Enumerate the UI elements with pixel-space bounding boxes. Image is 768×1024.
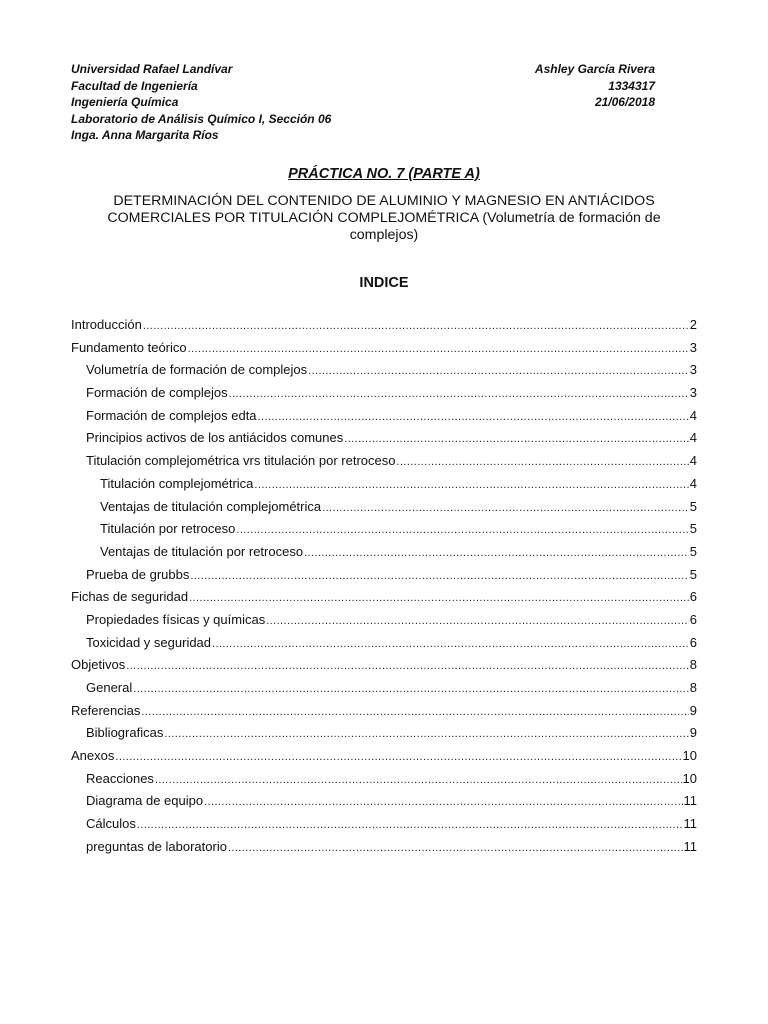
toc-dot-leader — [212, 633, 689, 655]
toc-entry-label: Toxicidad y seguridad — [86, 634, 212, 650]
toc-entry[interactable] — [71, 813, 697, 836]
program-name: Ingeniería Química — [71, 95, 179, 109]
toc-entry[interactable] — [71, 609, 697, 632]
toc-entry-page-number: 4 — [689, 430, 697, 446]
toc-entry-page-number: 4 — [689, 453, 697, 469]
toc-entry-label: Titulación complejométrica vrs titulación por retroceso — [86, 453, 396, 469]
toc-entry-label: Prueba de grubbs — [86, 566, 190, 582]
student-header — [535, 61, 655, 111]
toc-dot-leader — [126, 655, 689, 677]
toc-entry-label: Fichas de seguridad — [71, 589, 189, 605]
toc-entry-label: preguntas de laboratorio — [86, 838, 227, 854]
toc-entry[interactable] — [71, 677, 697, 700]
course-name: Laboratorio de Análisis Químico I, Sección 06 — [71, 111, 332, 126]
toc-entry-label: Reacciones — [86, 770, 154, 786]
toc-entry-label: Diagrama de equipo — [86, 793, 204, 809]
university-name: Universidad Rafael Landívar — [71, 62, 233, 76]
toc-entry-label: Introducción — [71, 317, 142, 332]
toc-entry[interactable] — [71, 337, 697, 360]
toc-entry[interactable] — [71, 700, 697, 723]
toc-entry-label: Ventajas de titulación por retroceso — [100, 543, 304, 559]
toc-entry[interactable] — [71, 586, 697, 609]
toc-entry-page-number: 2 — [689, 317, 697, 332]
toc-entry-page-number: 8 — [689, 657, 697, 673]
toc-entry-page-number: 9 — [689, 702, 697, 718]
toc-entry-page-number: 5 — [689, 566, 697, 582]
institution-header — [71, 61, 331, 144]
toc-dot-leader — [189, 587, 689, 609]
toc-entry-page-number: 3 — [689, 362, 697, 378]
toc-entry[interactable] — [71, 496, 697, 519]
toc-dot-leader — [396, 451, 688, 473]
toc-dot-leader — [258, 406, 689, 428]
toc-entry[interactable] — [71, 654, 697, 677]
toc-dot-leader — [204, 791, 682, 813]
toc-entry-page-number: 5 — [689, 543, 697, 559]
toc-entry-label: Titulación complejométrica — [100, 475, 254, 491]
toc-dot-leader — [254, 474, 688, 496]
toc-entry[interactable] — [71, 722, 697, 745]
practice-subtitle: DETERMINACIÓN DEL CONTENIDO DE ALUMINIO Y MAGNESIO EN ANTIÁCIDOS COMERCIALES POR TITULACIÓN COMPLEJOMÉTRICA (Volumetría de formación de complejos) — [107, 193, 661, 243]
toc-entry-label: Principios activos de los antiácidos comunes — [86, 430, 344, 446]
toc-entry[interactable] — [71, 541, 697, 564]
index-heading: INDICE — [359, 275, 409, 291]
toc-entry-page-number: 6 — [689, 589, 697, 605]
table-of-contents — [71, 314, 697, 859]
toc-entry[interactable] — [71, 564, 697, 587]
toc-entry-page-number: 4 — [689, 407, 697, 423]
toc-entry[interactable] — [71, 768, 697, 791]
toc-entry-label: Titulación por retroceso — [100, 521, 236, 537]
document-date: 21/06/2018 — [594, 95, 655, 109]
toc-entry-page-number: 4 — [689, 475, 697, 491]
toc-entry-page-number: 3 — [689, 339, 697, 355]
toc-dot-leader — [308, 360, 689, 382]
toc-dot-leader — [188, 338, 689, 360]
toc-dot-leader — [322, 497, 689, 519]
toc-entry[interactable] — [71, 632, 697, 655]
toc-entry[interactable] — [71, 518, 697, 541]
toc-entry-label: Anexos — [71, 748, 115, 764]
toc-dot-leader — [228, 837, 683, 859]
toc-dot-leader — [344, 428, 689, 450]
instructor-name: Inga. Anna Margarita Ríos — [71, 128, 219, 142]
toc-entry-page-number: 10 — [682, 748, 697, 764]
student-id: 1334317 — [608, 78, 655, 93]
toc-entry-page-number: 9 — [689, 725, 697, 741]
toc-entry-page-number: 11 — [683, 838, 697, 854]
toc-entry-page-number: 6 — [689, 611, 697, 627]
toc-entry-label: Bibliograficas — [86, 725, 164, 741]
toc-entry-label: Volumetría de formación de complejos — [86, 362, 308, 378]
toc-entry-page-number: 8 — [689, 680, 697, 695]
toc-entry-page-number: 11 — [683, 816, 697, 832]
toc-entry-page-number: 5 — [689, 498, 697, 514]
toc-entry[interactable] — [71, 382, 697, 405]
toc-entry-label: General — [86, 680, 133, 695]
toc-dot-leader — [236, 519, 688, 541]
toc-entry-label: Formación de complejos edta — [86, 407, 257, 423]
toc-entry-page-number: 11 — [683, 793, 697, 809]
toc-entry-label: Formación de complejos — [86, 385, 228, 401]
toc-entry-label: Fundamento teórico — [71, 339, 187, 355]
toc-entry-page-number: 6 — [689, 634, 697, 650]
toc-entry[interactable] — [71, 473, 697, 496]
toc-dot-leader — [190, 565, 688, 587]
toc-entry[interactable] — [71, 359, 697, 382]
toc-dot-leader — [115, 746, 681, 768]
toc-dot-leader — [266, 610, 689, 632]
toc-entry[interactable] — [71, 836, 697, 859]
student-name: Ashley García Rivera — [534, 62, 655, 76]
toc-dot-leader — [141, 701, 688, 723]
toc-entry-label: Ventajas de titulación complejométrica — [100, 498, 322, 514]
toc-entry-page-number: 10 — [682, 770, 697, 786]
toc-entry-label: Objetivos — [71, 657, 126, 673]
toc-dot-leader — [164, 723, 688, 745]
toc-entry[interactable] — [71, 427, 697, 450]
toc-entry[interactable] — [71, 314, 697, 337]
toc-entry-label: Referencias — [71, 702, 141, 718]
toc-dot-leader — [143, 315, 689, 337]
toc-entry[interactable] — [71, 790, 697, 813]
toc-entry-label: Cálculos — [86, 816, 136, 832]
toc-entry-label: Propiedades físicas y químicas — [86, 611, 266, 627]
toc-entry[interactable] — [71, 745, 697, 768]
practice-title: PRÁCTICA NO. 7 (PARTE A) — [288, 166, 480, 182]
toc-dot-leader — [133, 678, 689, 700]
toc-dot-leader — [155, 769, 682, 791]
toc-entry[interactable] — [71, 450, 697, 473]
toc-dot-leader — [229, 383, 689, 405]
toc-dot-leader — [137, 814, 683, 836]
toc-dot-leader — [304, 542, 689, 564]
toc-entry-page-number: 3 — [689, 385, 697, 401]
toc-entry-page-number: 5 — [689, 521, 697, 537]
toc-entry[interactable] — [71, 405, 697, 428]
faculty-name: Facultad de Ingeniería — [71, 78, 198, 93]
